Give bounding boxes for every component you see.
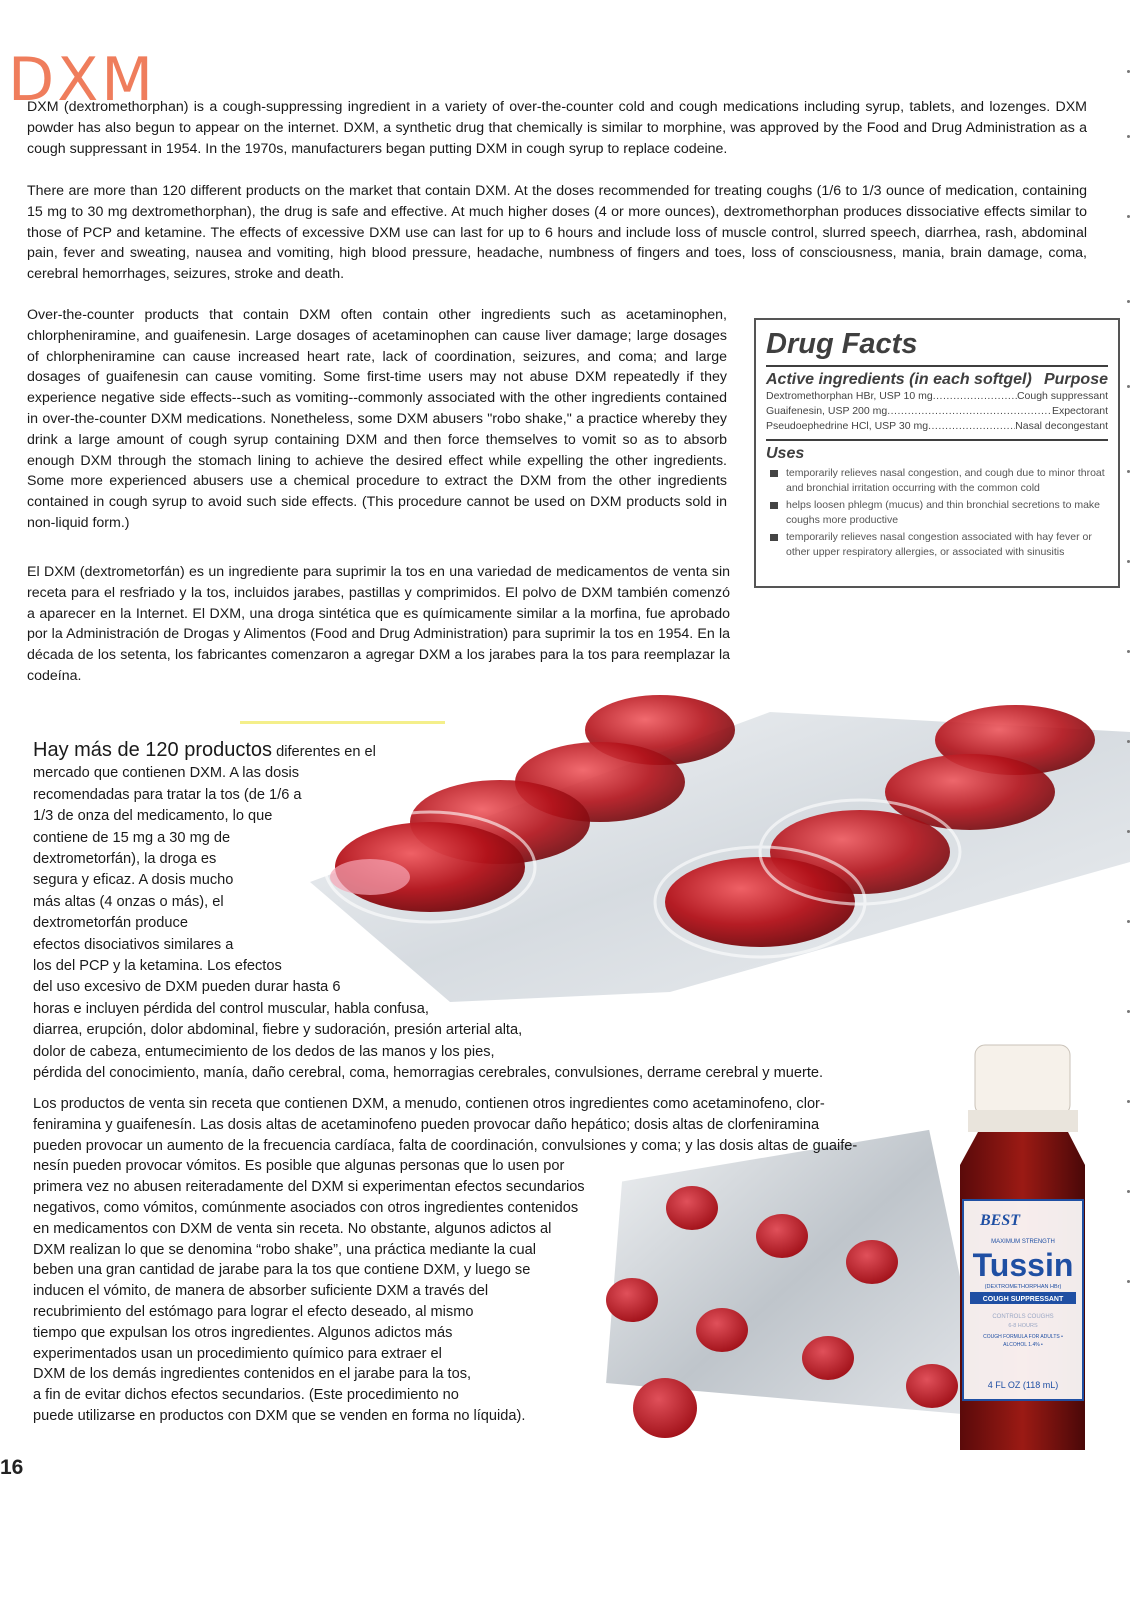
drug-facts-label [754, 318, 1120, 588]
text-line: pérdida del conocimiento, manía, daño cerebral, coma, hemorragias cerebrales, convulsiones, derrame cerebral y muerte. [33, 1065, 824, 1082]
drug-facts-divider [766, 439, 1108, 441]
text-line: efectos disociativos similares a [33, 936, 234, 953]
bottle-type: COUGH SUPPRESSANT [982, 1296, 1064, 1303]
use-item [766, 498, 1108, 527]
spanish-effects-block [33, 740, 863, 1085]
ingredient-name: Dextromethorphan HBr, USP 10 mg [766, 390, 933, 402]
ingredient-row [766, 419, 1108, 434]
cough-syrup-bottle [960, 1045, 1085, 1450]
use-item [766, 530, 1108, 559]
bottle-formula: COUGH FORMULA FOR ADULTS • [983, 1334, 1063, 1340]
text-line: beben una gran cantidad de jarabe para la tos que contiene DXM, y luego se [33, 1262, 531, 1279]
bottle-alcohol: ALCOHOL 1.4% • [1003, 1342, 1043, 1348]
text-line: primera vez no abusen reiteradamente del DXM si experimentan efectos secundarios [33, 1179, 585, 1196]
text-line: a fin de evitar dichos efectos secundarios. (Este procedimiento no [33, 1387, 459, 1404]
ingredient-row [766, 404, 1108, 419]
text-line: diferentes en el [272, 744, 376, 760]
text-line: nesín pueden provocar vómitos. Es posible que algunas personas que lo usen por [33, 1158, 565, 1175]
text-line: en medicamentos con DXM de venta sin receta. No obstante, algunos adictos al [33, 1220, 552, 1237]
text-line: los del PCP y la ketamina. Los efectos [33, 958, 282, 975]
paragraph-products: There are more than 120 different products on the market that contain DXM. At the doses recommended for treating coughs (1/6 to 1/3 ounce of medication, containing 15 mg to 30 mg dextromethorphan), the drug is safe and effective. At much higher doses (4 or more ounces), dextromethorphan produces dissociative effects similar to those of PCP and ketamine. The effects of excessive DXM use can last for up to 6 hours and include loss of muscle control, slurred speech, diarrhea, rash, abdominal pain, fever and sweating, nausea and vomiting, high blood pressure, headache, numbness of fingers and toes, loss of consciousness, mania, brain damage, coma, cerebral hemorrhages, seizures, stroke and death. [27, 183, 1087, 283]
text-line: puede utilizarse en productos con DXM que se venden en forma no líquida). [33, 1407, 526, 1424]
square-bullet-icon [770, 534, 778, 541]
page-number: 16 [0, 1456, 24, 1479]
ingredient-name: Guaifenesin, USP 200 mg [766, 405, 888, 417]
ingredient-name: Pseudoephedrine HCl, USP 30 mg [766, 420, 929, 432]
leader-dots [887, 404, 1052, 419]
use-text: helps loosen phlegm (mucus) and thin bronchial secretions to make coughs more productive [786, 499, 1101, 526]
use-text: temporarily relieves nasal congestion associated with hay fever or other upper respiratory allergies, or associated with sinusitis [786, 531, 1092, 558]
ingredient-purpose: Cough suppressant [1016, 390, 1108, 402]
text-line: recubrimiento del estómago para lograr el efecto deseado, al mismo [33, 1303, 474, 1320]
text-line: dextrometorfán), la droga es [33, 851, 217, 868]
bottle-brand: BEST [980, 1212, 1021, 1229]
bottle-controls: CONTROLS COUGHS [992, 1314, 1054, 1320]
text-line: más altas (4 onzas o más), el [33, 893, 224, 910]
use-item [766, 466, 1108, 495]
text-line: DXM realizan lo que se denomina “robo shake”, una práctica mediante la cual [33, 1241, 536, 1258]
paragraph-ingredients: Over-the-counter products that contain DXM often contain other ingredients such as acetaminophen, chlorpheniramine, and guaifenesin. Large dosages of acetaminophen can cause liver damage; large dosages of chlorpheniramine can cause increased heart rate, lack of coordination, seizures, and coma; and large dosages of guaifenesin can cause vomiting. Some first-time users may not abuse DXM repeatedly if they experience negative side effects--such as vomiting--commonly associated with the other ingredients contained in over-the-counter DXM medications. Nonetheless, some DXM abusers "robo shake," a practice whereby they drink a large amount of cough syrup containing DXM and then force themselves to vomit so as to absorb enough DXM through the stomach lining to achieve the desired effect while expelling the other ingredients. Some more experienced abusers use a chemical procedure to extract the DXM from the other ingredients contained in cough syrup to avoid such side effects. (This procedure cannot be used on DXM products sold in non-liquid form.) [27, 307, 727, 531]
text-line: tiempo que expulsan los otros ingredientes. Algunos adictos más [33, 1324, 453, 1341]
text-line: 1/3 de onza del medicamento, lo que [33, 808, 273, 825]
text-line: DXM de los demás ingredientes contenidos en el jarabe para la tos, [33, 1366, 472, 1383]
square-bullet-icon [770, 502, 778, 509]
text-line: recomendadas para tratar la tos (de 1/6 a [33, 786, 302, 803]
text-line: segura y eficaz. A dosis mucho [33, 872, 234, 889]
text-line [33, 740, 863, 763]
spanish-ingredients-block [33, 1094, 873, 1427]
use-text: temporarily relieves nasal congestion, and cough due to minor throat and bronchial irritation occurring with the common cold [786, 467, 1105, 494]
bottle-volume: 4 FL OZ (118 mL) [987, 1380, 1059, 1390]
drug-facts-title: Drug Facts [766, 328, 918, 360]
text-line: feniramina y guaifenesín. Las dosis altas de acetaminofeno pueden provocar daño hepático; dosis altas de clorfeniramina [33, 1116, 820, 1133]
leader-dots [933, 389, 1017, 404]
paragraph-spanish-intro: El DXM (dextrometorfán) es un ingrediente para suprimir la tos en una variedad de medicamentos de venta sin receta para el resfriado y la tos, incluidos jarabes, pastillas y comprimidos. El polvo de DXM también comenzó a aparecer en la Internet. El DXM, una droga sintética que es químicamente similar a la morfina, fue aprobado por la Administración de Drogas y Alimentos (Food and Drug Administration) para suprimir la tos en 1954. En la década de los setenta, los fabricantes comenzaron a agregar DXM a los jarabes para la tos para reemplazar la codeína. [27, 564, 730, 684]
drug-facts-divider [766, 365, 1108, 367]
square-bullet-icon [770, 470, 778, 477]
active-ingredients-heading: Active ingredients (in each softgel) [766, 371, 1032, 388]
page-title: DXM [8, 45, 157, 116]
text-line: inducen el vómito, de manera de absorber suficiente DXM a través del [33, 1283, 489, 1300]
text-line: pueden provocar un aumento de la frecuencia cardíaca, falta de coordinación, convulsiones y coma; y las dosis altas de guaife- [33, 1137, 858, 1154]
leader-dots [928, 419, 1015, 434]
bottle-ingredient: (DEXTROMETHORPHAN HBr) [984, 1284, 1062, 1290]
text-line: experimentados usan un procedimiento químico para extraer el [33, 1345, 442, 1362]
ingredient-row [766, 389, 1108, 404]
uses-heading: Uses [766, 445, 805, 462]
drug-facts-header-row [766, 371, 1108, 389]
ingredient-purpose: Nasal decongestant [1015, 420, 1108, 432]
bottle-hours: 6-8 HOURS [1008, 1323, 1038, 1329]
bottle-product-name: Tussin [972, 1247, 1074, 1283]
scan-edge-marks [1124, 0, 1130, 1600]
text-line: contiene de 15 mg a 30 mg de [33, 829, 231, 846]
purpose-heading: Purpose [1043, 371, 1108, 388]
text-line: dextrometorfán produce [33, 915, 188, 932]
ingredient-purpose: Expectorant [1051, 405, 1108, 417]
text-line: Los productos de venta sin receta que contienen DXM, a menudo, contienen otros ingredientes como acetaminofeno, clor- [33, 1096, 825, 1112]
lead-phrase: Hay más de 120 productos [33, 739, 273, 761]
bottle-strength: MAXIMUM STRENGTH [991, 1239, 1055, 1245]
text-line: horas e incluyen pérdida del control muscular, habla confusa, [33, 1000, 429, 1017]
text-line: dolor de cabeza, entumecimiento de los dedos de las manos y los pies, [33, 1043, 495, 1060]
text-line: diarrea, erupción, dolor abdominal, fiebre y sudoración, presión arterial alta, [33, 1022, 523, 1039]
paragraph-intro: DXM (dextromethorphan) is a cough-suppressing ingredient in a variety of over-the-counter cold and cough medications including syrup, tablets, and lozenges. DXM powder has also begun to appear on the internet. DXM, a synthetic drug that chemically is similar to morphine, was approved by the Food and Drug Administration as a cough suppressant in 1954. In the 1970s, manufacturers began putting DXM in cough syrup to replace codeine. [27, 99, 1087, 157]
text-line: mercado que contienen DXM. A las dosis [33, 765, 300, 782]
text-line: del uso excesivo de DXM pueden durar hasta 6 [33, 979, 341, 996]
text-line: negativos, como vómitos, comúnmente asociados con otros ingredientes contenidos [33, 1199, 579, 1216]
